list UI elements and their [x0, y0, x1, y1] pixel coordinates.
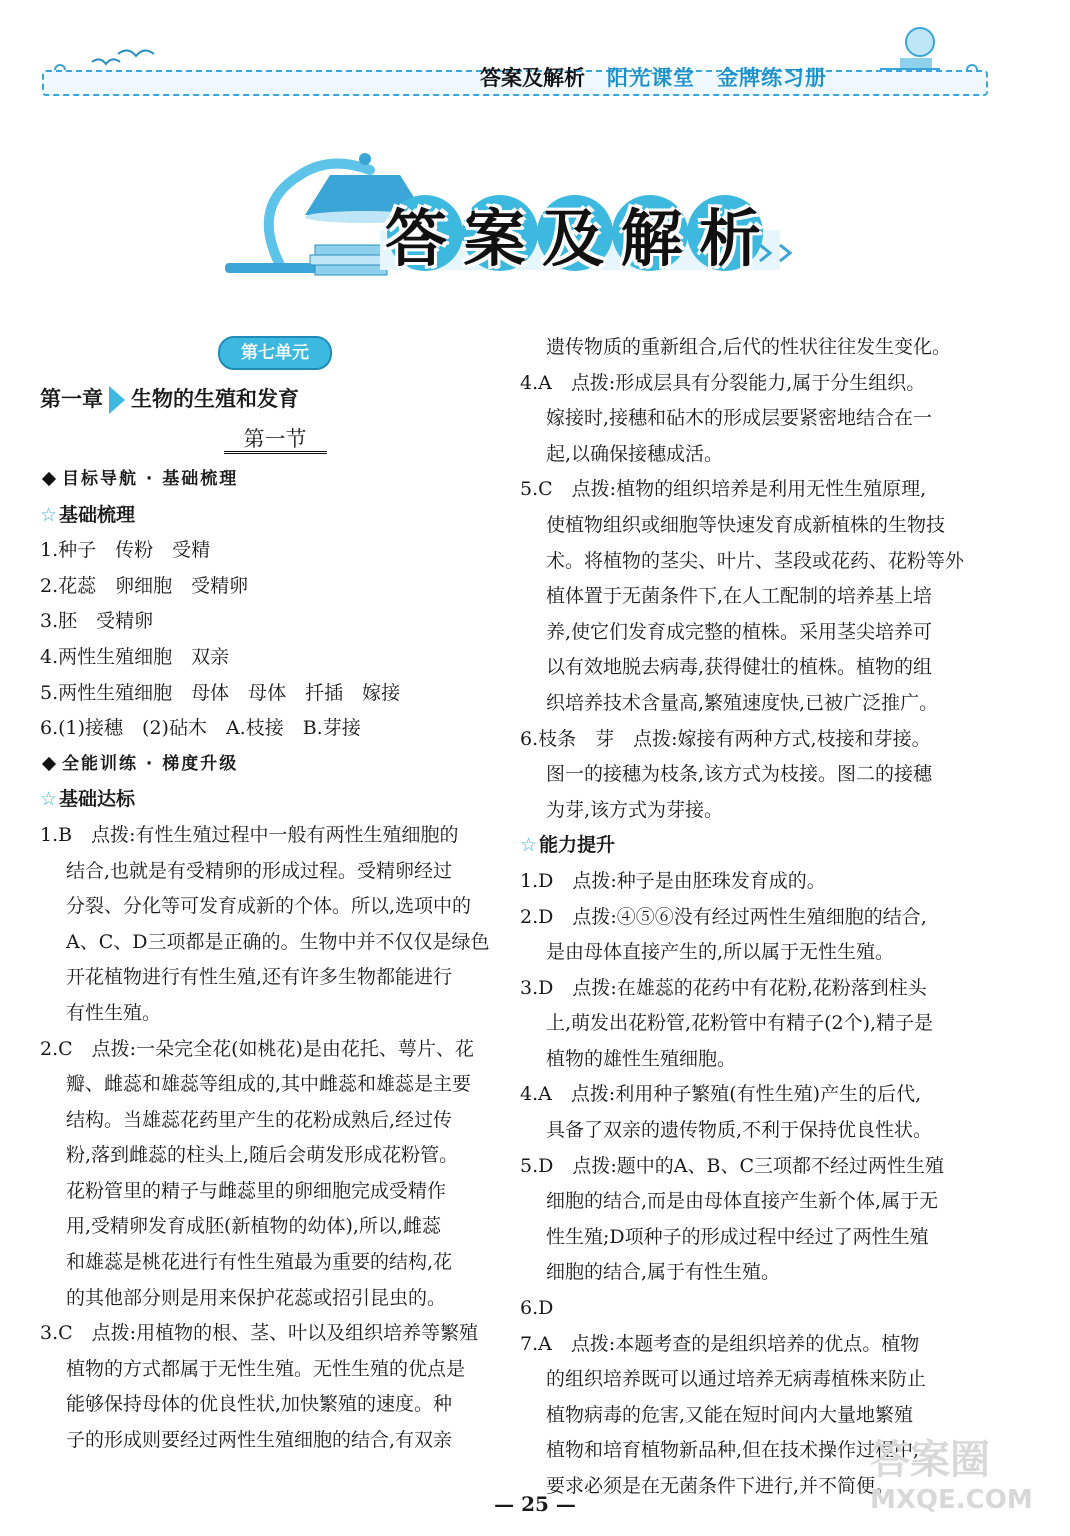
answer-line: 以有效地脱去病毒,获得健壮的植株。植物的组 — [546, 656, 933, 679]
answer-list — [520, 864, 990, 1505]
bird-icon — [118, 50, 154, 56]
header-middle-text: 阳光课堂 — [607, 66, 695, 90]
banner-char: 解 — [620, 201, 687, 275]
diamond-icon — [42, 472, 56, 486]
right-column — [520, 330, 990, 1505]
answer-line: 细胞的结合,而是由母体直接产生新个体,属于无 — [546, 1190, 939, 1213]
unit-badge: 第七单元 — [218, 336, 332, 370]
watermark-sub: MXQE.COM — [870, 1485, 1033, 1515]
basics-item: 2.花蕊 卵细胞 受精卵 — [40, 574, 249, 597]
answer-list — [520, 366, 990, 829]
answer-line: 4.A 点拨:利用种子繁殖(有性生殖)产生的后代, — [520, 1083, 922, 1106]
answer-line: 粉,落到雌蕊的柱头上,随后会萌发形成花粉管。 — [66, 1144, 459, 1167]
answer-line: 织培养技术含量高,繁殖速度快,已被广泛推广。 — [546, 691, 939, 714]
subheading-text: 基础梳理 — [59, 503, 136, 526]
answer-line: 有性生殖。 — [66, 1001, 162, 1024]
module-heading — [40, 747, 510, 783]
answer-line: 花粉管里的精子与雌蕊里的卵细胞完成受精作 — [66, 1179, 447, 1202]
answer-item — [520, 1077, 990, 1148]
answer-line: 分裂、分化等可发育成新的个体。所以,选项中的 — [66, 895, 472, 918]
header-title — [480, 60, 827, 94]
answer-line: 2.D 点拨:④⑤⑥没有经过两性生殖细胞的结合, — [520, 905, 927, 928]
answer-line: 2.C 点拨:一朵完全花(如桃花)是由花托、萼片、花 — [40, 1037, 474, 1060]
answer-line: 细胞的结合,属于有性生殖。 — [546, 1261, 781, 1284]
subheading — [40, 498, 510, 534]
answer-item — [40, 818, 510, 1032]
chapter-number: 第一章 — [40, 387, 103, 412]
chapter-title: 生物的生殖和发育 — [131, 387, 299, 412]
basics-item: 3.胚 受精卵 — [40, 610, 154, 633]
answer-line: 7.A 点拨:本题考查的是组织培养的优点。植物 — [520, 1332, 920, 1355]
module-heading — [40, 462, 510, 498]
answer-line: 嫁接时,接穗和砧木的形成层要紧密地结合在一 — [546, 407, 933, 430]
answer-line: 5.D 点拨:题中的A、B、C三项都不经过两性生殖 — [520, 1154, 944, 1177]
answer-line: 起,以确保接穗成活。 — [546, 442, 724, 465]
answer-item — [520, 472, 990, 721]
answer-line: 1.B 点拨:有性生殖过程中一般有两性生殖细胞的 — [40, 823, 459, 846]
answer-line: 结构。当雄蕊花药里产生的花粉成熟后,经过传 — [66, 1108, 453, 1131]
subheading — [40, 782, 510, 818]
answer-line: 使植物组织或细胞等快速发育成新植株的生物技 — [546, 513, 946, 536]
answer-item — [520, 1291, 990, 1327]
answer-item — [520, 1149, 990, 1291]
answer-line: 6.D — [520, 1297, 554, 1320]
watermark — [870, 1437, 1033, 1520]
answer-item — [40, 1032, 510, 1317]
answer-line: 的组织培养既可以通过培养无病毒植株来防止 — [546, 1368, 927, 1391]
answer-line: 是由母体直接产生的,所以属于无性生殖。 — [546, 941, 895, 964]
page-header — [0, 0, 1070, 110]
header-right-text: 金牌练习册 — [717, 66, 827, 90]
basics-item: 1.种子 传粉 受精 — [40, 539, 211, 562]
banner-char: 案 — [463, 201, 530, 275]
answer-continuation: 遗传物质的重新组合,后代的性状往往发生变化。 — [546, 336, 952, 358]
page-number: — 25 — — [494, 1492, 576, 1516]
answer-item — [40, 1316, 510, 1458]
banner-title — [385, 193, 765, 273]
subheading-text: 能力提升 — [539, 834, 616, 857]
basics-item: 4.两性生殖细胞 双亲 — [40, 645, 230, 668]
answer-line: 用,受精卵发育成胚(新植物的幼体),所以,雌蕊 — [66, 1215, 441, 1238]
answer-line: 性生殖;D项种子的形成过程中经过了两性生殖 — [546, 1225, 929, 1248]
answer-line: 3.D 点拨:在雄蕊的花药中有花粉,花粉落到柱头 — [520, 976, 927, 999]
answer-line: 植物的方式都属于无性生殖。无性生殖的优点是 — [66, 1357, 466, 1380]
chapter-heading — [40, 378, 510, 422]
answer-line: 3.C 点拨:用植物的根、茎、叶以及组织培养等繁殖 — [40, 1322, 479, 1345]
star-icon: ☆ — [40, 788, 58, 811]
basics-item: 5.两性生殖细胞 母体 母体 扦插 嫁接 — [40, 681, 401, 704]
answer-line: 植物病毒的危害,又能在短时间内大量地繁殖 — [546, 1403, 914, 1426]
watermark-main: 答案圈 — [870, 1437, 990, 1483]
banner-char: 析 — [698, 201, 765, 275]
subheading-text: 基础达标 — [59, 788, 136, 811]
banner-char: 及 — [541, 201, 608, 275]
answer-line: 要求必须是在无菌条件下进行,并不简便。 — [546, 1475, 895, 1497]
desk-lamp-icon — [880, 28, 940, 76]
answer-item — [520, 722, 990, 829]
answer-line: 6.枝条 芽 点拨:嫁接有两种方式,枝接和芽接。 — [520, 727, 931, 750]
banner-char: 答 — [385, 201, 452, 275]
answer-line: 结合,也就是有受精卵的形成过程。受精卵经过 — [66, 859, 453, 882]
answer-line: 图一的接穗为枝条,该方式为枝接。图二的接穗 — [546, 763, 933, 786]
answer-line: 开花植物进行有性生殖,还有许多生物都能进行 — [66, 966, 453, 989]
answer-line: 和雄蕊是桃花进行有性生殖最为重要的结构,花 — [66, 1251, 453, 1274]
section-heading — [40, 422, 510, 462]
answer-line: 具备了双亲的遗传物质,不利于保持优良性状。 — [546, 1119, 933, 1142]
answer-item — [520, 864, 990, 900]
diamond-icon — [42, 757, 56, 771]
header-left-text: 答案及解析 — [480, 66, 585, 90]
answer-item — [520, 971, 990, 1078]
answer-line: 植物和培育植物新品种,但在技术操作过程中, — [546, 1439, 920, 1462]
answer-line: 术。将植物的茎尖、叶片、茎段或花药、花粉等外 — [546, 549, 965, 572]
module-title: 全能训练 · 梯度升级 — [62, 753, 239, 774]
answer-line: 能够保持母体的优良性状,加快繁殖的速度。种 — [66, 1393, 453, 1416]
bird-icon — [92, 59, 120, 64]
answer-line: 5.C 点拨:植物的组织培养是利用无性生殖原理, — [520, 478, 927, 501]
answer-line: 上,萌发出花粉管,花粉管中有精子(2个),精子是 — [546, 1012, 934, 1035]
basics-list — [40, 533, 510, 747]
books-icon — [310, 245, 388, 275]
chapter-arrow-icon — [109, 386, 125, 414]
answer-line: 4.A 点拨:形成层具有分裂能力,属于分生组织。 — [520, 371, 926, 394]
left-column — [40, 330, 510, 1459]
answer-line: 为芽,该方式为芽接。 — [546, 798, 724, 821]
answer-item — [520, 366, 990, 473]
subheading — [520, 828, 990, 864]
answer-item — [520, 900, 990, 971]
section-title: 第一节 — [224, 427, 327, 454]
star-icon: ☆ — [520, 834, 538, 857]
answer-line: 的其他部分则是用来保护花蕊或招引昆虫的。 — [66, 1286, 447, 1309]
answer-list — [40, 818, 510, 1459]
basics-item: 6.(1)接穗 (2)砧木 A.枝接 B.芽接 — [40, 717, 361, 740]
answer-line: 植体置于无菌条件下,在人工配制的培养基上培 — [546, 585, 933, 608]
module-title: 目标导航 · 基础梳理 — [62, 469, 239, 489]
star-icon: ☆ — [40, 503, 58, 526]
answer-line: 1.D 点拨:种子是由胚珠发育成的。 — [520, 869, 826, 892]
answer-line: A、C、D三项都是正确的。生物中并不仅仅是绿色 — [66, 930, 490, 953]
answer-line: 养,使它们发育成完整的植株。采用茎尖培养可 — [546, 620, 933, 643]
answer-line: 植物的雄性生殖细胞。 — [546, 1047, 737, 1070]
answer-line: 子的形成则要经过两性生殖细胞的结合,有双亲 — [66, 1429, 453, 1452]
answer-line: 瓣、雌蕊和雄蕊等组成的,其中雌蕊和雄蕊是主要 — [66, 1073, 472, 1096]
